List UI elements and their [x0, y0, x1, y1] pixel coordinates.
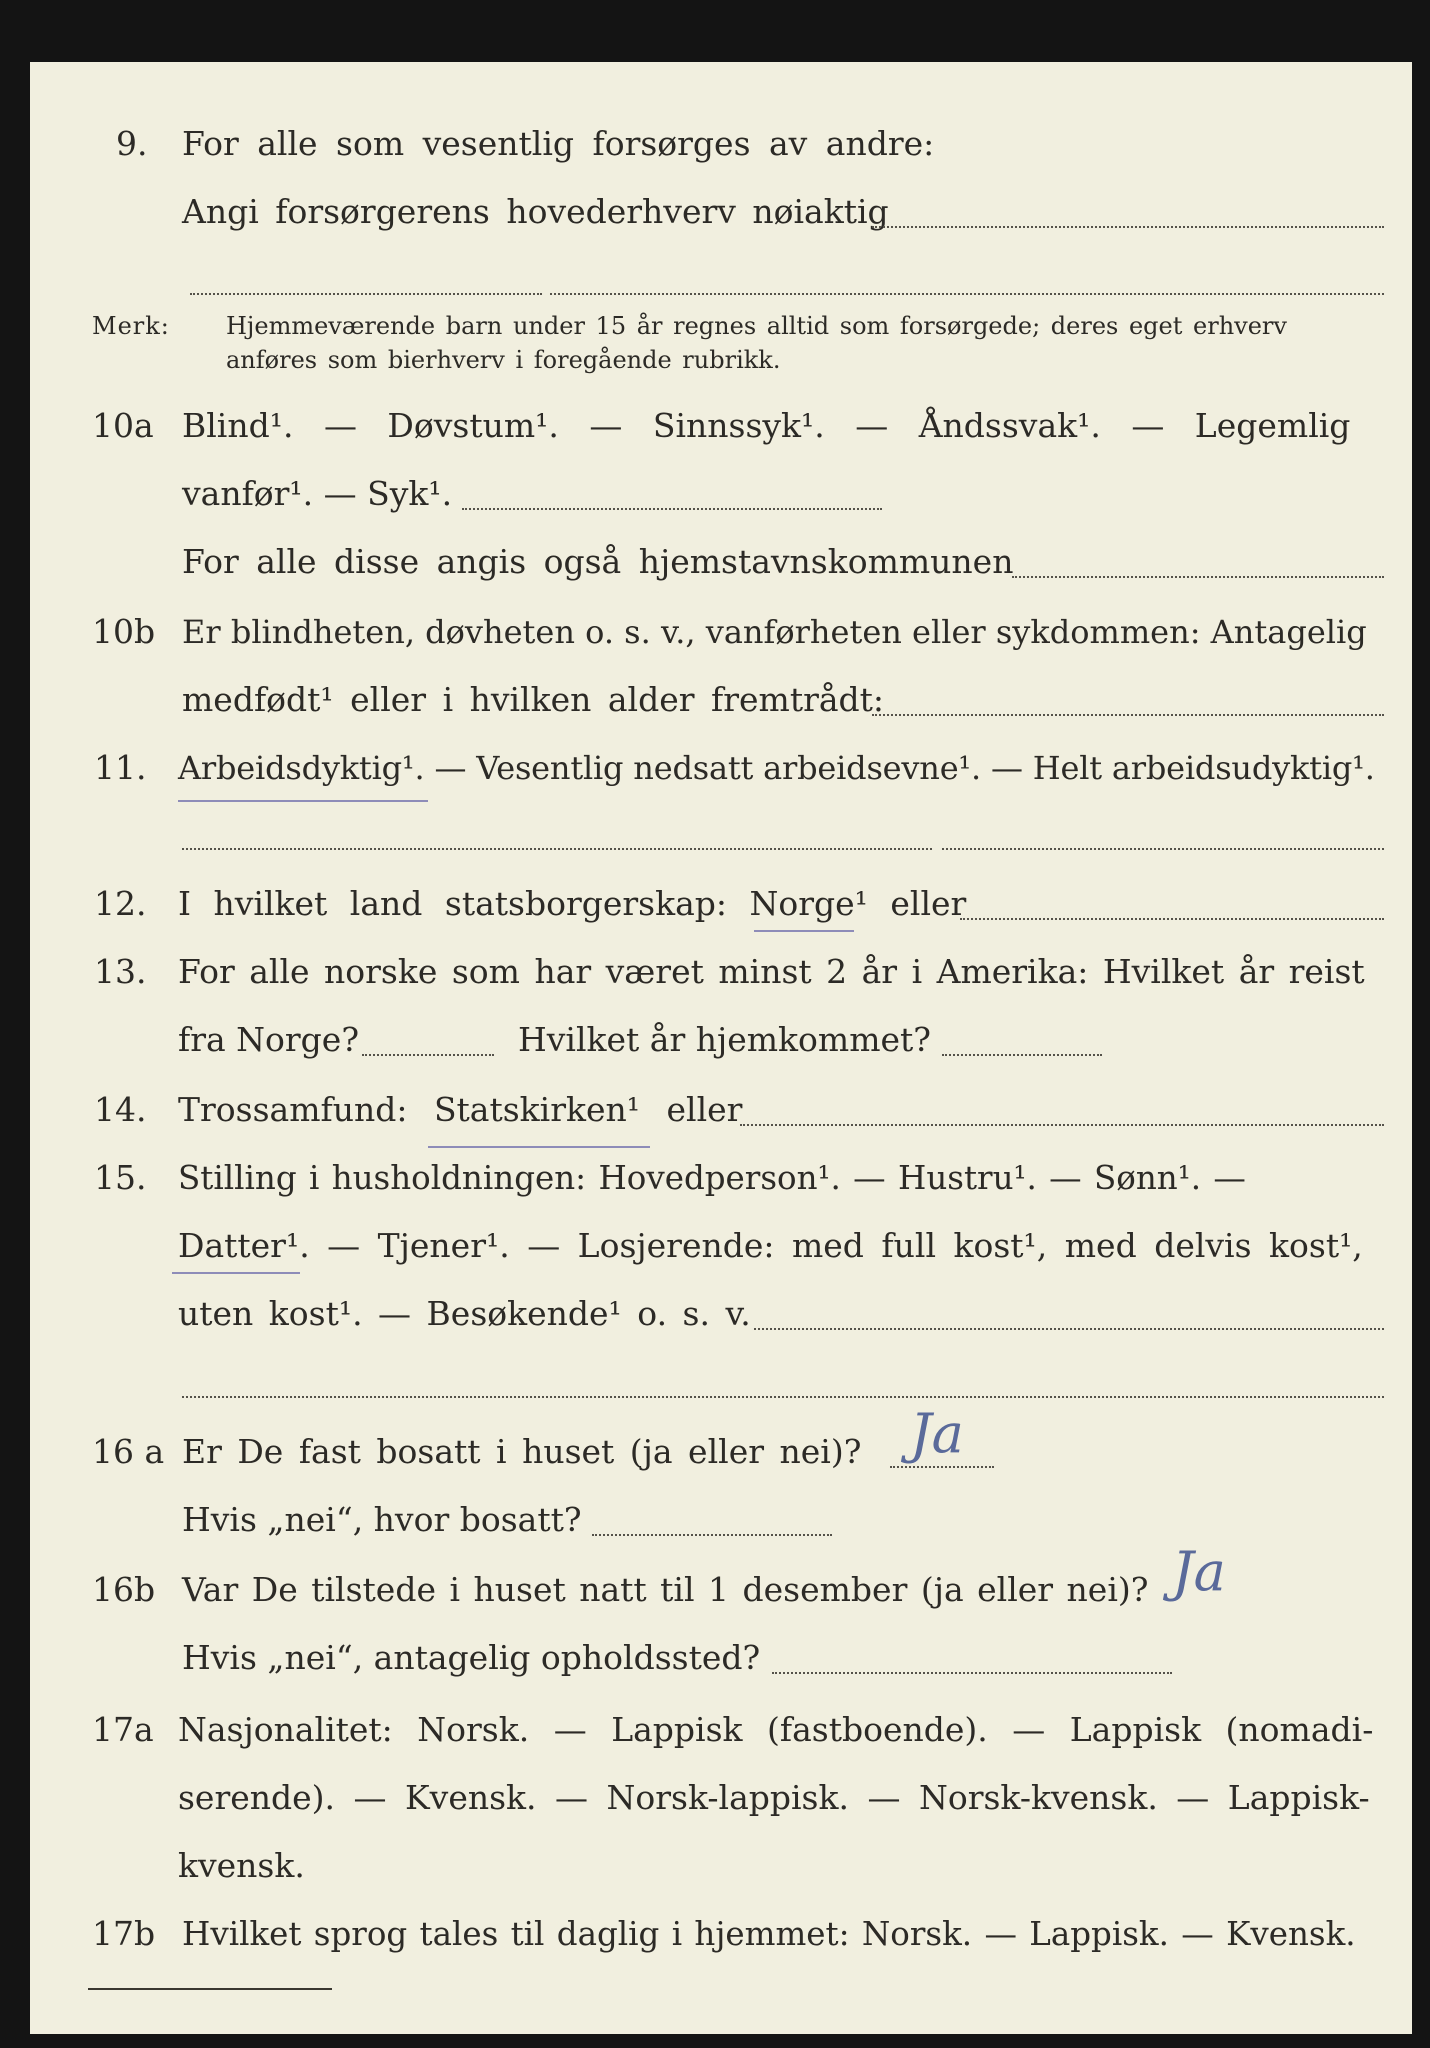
answer-line-16b[interactable]	[772, 1672, 1172, 1674]
item-17a-line-1: Nasjonalitet: Norsk. — Lappisk (fastboende). — Lappisk (nomadi-	[178, 1710, 1374, 1749]
item-10b-line-1: Er blindheten, døvheten o. s. v., vanførheten eller sykdommen: Antagelig	[182, 613, 1367, 651]
handwritten-answer-16b: Ja	[1172, 1540, 1226, 1603]
underline-statskirken	[428, 1146, 650, 1148]
item-15-line-2: Datter¹. — Tjener¹. — Losjerende: med full kost¹, med delvis kost¹,	[178, 1226, 1363, 1265]
underline-arbeidsdyktig	[178, 800, 428, 802]
footnote-rule	[88, 1988, 332, 1990]
answer-line-15b[interactable]	[182, 1396, 1384, 1398]
answer-line-16a-1[interactable]	[890, 1466, 994, 1468]
item-10b-line-2: medfødt¹ eller i hvilken alder fremtrådt:	[182, 680, 885, 719]
answer-line-15a[interactable]	[754, 1328, 1384, 1330]
note-line-2: anføres som bierhverv i foregående rubrikk.	[226, 346, 781, 374]
item-16b-line-1: Var De tilstede i huset natt til 1 desember (ja eller nei)?	[182, 1570, 1149, 1609]
item-9-line-1: For alle som vesentlig forsørges av andre:	[182, 124, 935, 163]
item-number-10b: 10b	[92, 612, 156, 651]
item-number-16b: 16b	[92, 1570, 156, 1609]
item-13-line-2: fra Norge?	[178, 1020, 360, 1059]
answer-line-11a[interactable]	[182, 848, 932, 850]
item-11-line-1: Arbeidsdyktig¹. — Vesentlig nedsatt arbeidsevne¹. — Helt arbeidsudyktig¹.	[178, 749, 1375, 787]
answer-line-10a-2[interactable]	[1012, 576, 1384, 578]
item-12-line-1: I hvilket land statsborgerskap: Norge¹ eller	[178, 884, 967, 923]
item-15-line-3: uten kost¹. — Besøkende¹ o. s. v.	[178, 1294, 751, 1333]
item-16b-line-2: Hvis „nei“, antagelig opholdssted?	[182, 1638, 761, 1677]
handwritten-answer-16a: Ja	[910, 1402, 964, 1465]
item-17b-line-1: Hvilket sprog tales til daglig i hjemmet: Norsk. — Lappisk. — Kvensk.	[182, 1915, 1356, 1953]
answer-line-12[interactable]	[960, 918, 1384, 920]
item-number-10a: 10a	[92, 406, 154, 445]
answer-line-10a-1[interactable]	[462, 508, 882, 510]
item-number-14: 14.	[94, 1090, 147, 1129]
underline-datter	[172, 1272, 300, 1274]
census-form-page	[30, 62, 1412, 2034]
answer-line-13-hjemkommet[interactable]	[942, 1054, 1102, 1056]
note-label: Merk:	[92, 312, 170, 340]
item-number-13: 13.	[94, 952, 147, 991]
item-number-9: 9.	[116, 124, 148, 163]
item-16a-line-2: Hvis „nei“, hvor bosatt?	[182, 1500, 582, 1539]
item-number-12: 12.	[94, 884, 147, 923]
item-14-line-1: Trossamfund: Statskirken¹ eller	[178, 1090, 743, 1129]
underline-norge	[754, 930, 854, 932]
item-16a-line-1: Er De fast bosatt i huset (ja eller nei)?	[182, 1432, 862, 1471]
note-line-1: Hjemmeværende barn under 15 år regnes alltid som forsørgede; deres eget erhverv	[226, 312, 1287, 340]
item-10a-line-3: For alle disse angis også hjemstavnskommunen	[182, 542, 1014, 581]
answer-line-9a[interactable]	[872, 226, 1384, 228]
item-number-15: 15.	[94, 1158, 147, 1197]
item-13-line-1: For alle norske som har været minst 2 år i Amerika: Hvilket år reist	[178, 952, 1365, 991]
answer-line-9c[interactable]	[550, 293, 1384, 295]
item-17a-line-2: serende). — Kvensk. — Norsk-lappisk. — Norsk-kvensk. — Lappisk-	[178, 1778, 1370, 1817]
item-9-line-2: Angi forsørgerens hovederhverv nøiaktig	[182, 192, 889, 231]
item-number-17b: 17b	[92, 1914, 156, 1953]
item-number-17a: 17a	[92, 1710, 154, 1749]
item-13-line-3: Hvilket år hjemkommet?	[518, 1020, 931, 1059]
answer-line-11b[interactable]	[942, 848, 1384, 850]
item-10a-line-2: vanfør¹. — Syk¹.	[182, 474, 453, 513]
item-15-line-1: Stilling i husholdningen: Hovedperson¹. — Hustru¹. — Sønn¹. —	[178, 1159, 1246, 1197]
answer-line-13-reist[interactable]	[362, 1054, 494, 1056]
answer-line-14[interactable]	[740, 1124, 1384, 1126]
item-number-11: 11.	[94, 748, 147, 787]
answer-line-10b[interactable]	[872, 714, 1384, 716]
item-10a-line-1: Blind¹. — Døvstum¹. — Sinnssyk¹. — Åndssvak¹. — Legemlig	[182, 406, 1351, 445]
answer-line-16a-2[interactable]	[592, 1534, 832, 1536]
item-17a-line-3: kvensk.	[178, 1846, 305, 1885]
answer-line-9b[interactable]	[190, 293, 542, 295]
item-number-16a: 16 a	[92, 1432, 165, 1471]
